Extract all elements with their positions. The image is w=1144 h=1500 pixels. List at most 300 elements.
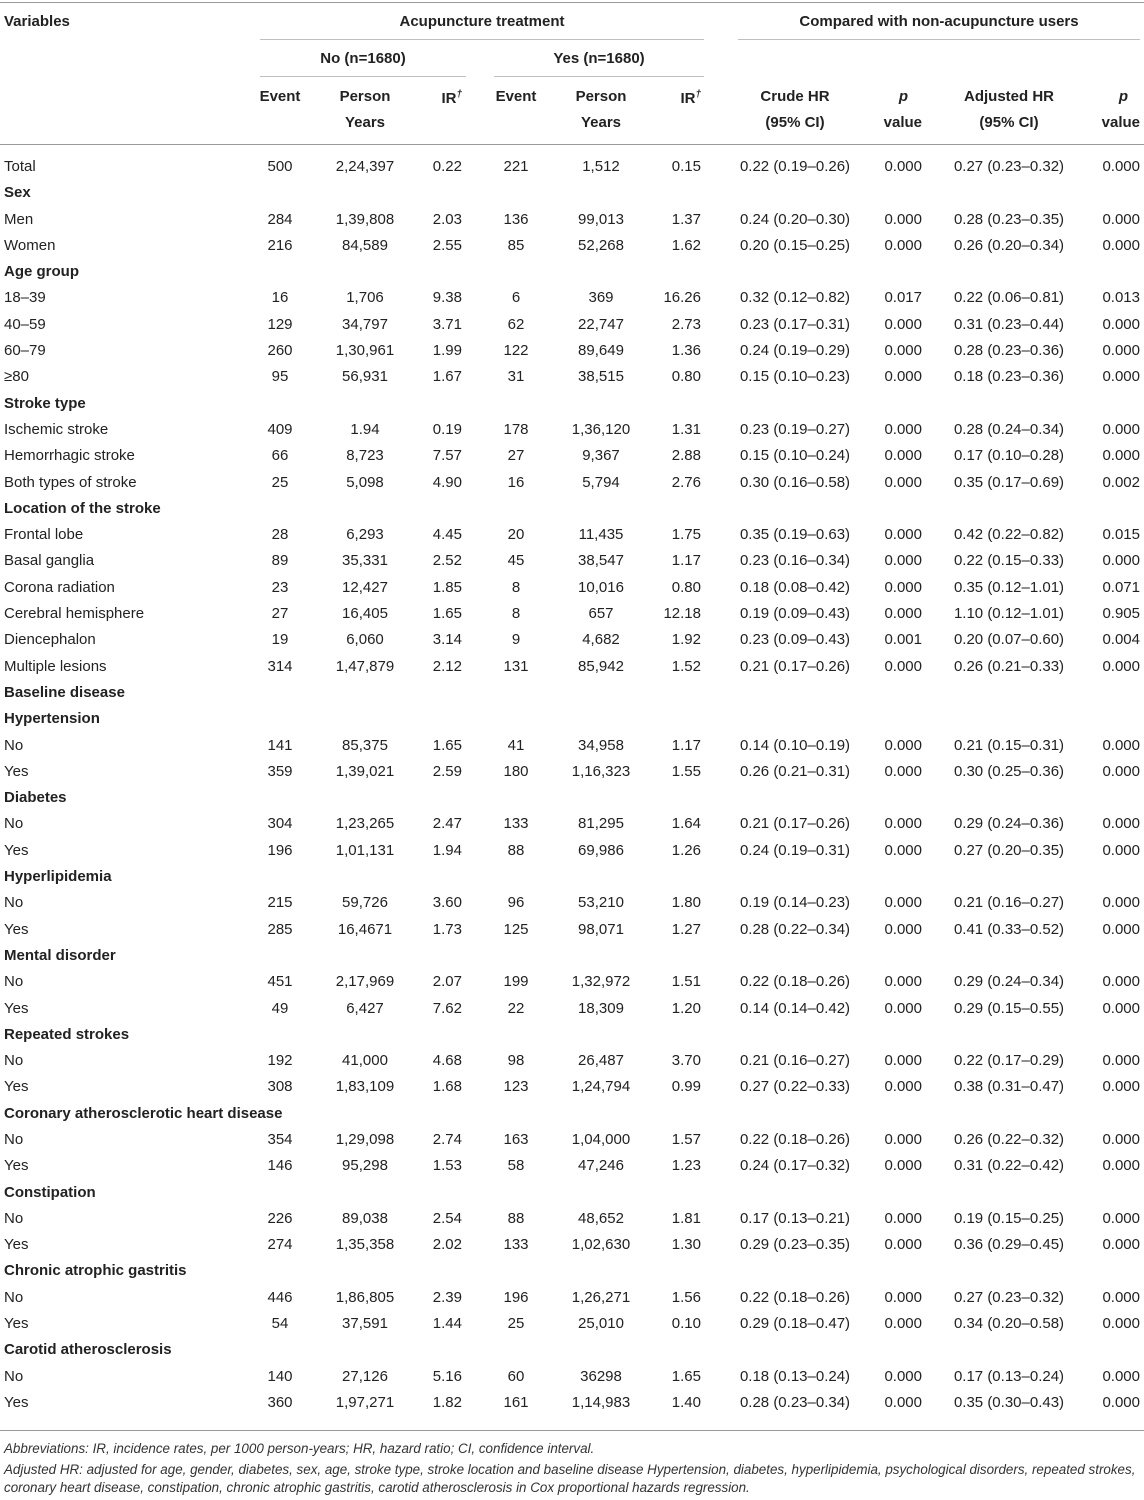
cell-adjusted-p-value: 0.000 xyxy=(1102,894,1140,912)
cell-event-no: 25 xyxy=(271,473,289,491)
cell-person-years-yes: 69,986 xyxy=(578,841,624,859)
cell-person-years-no: 1,01,131 xyxy=(335,841,395,859)
cell-person-years-yes: 38,515 xyxy=(578,368,624,386)
cell-ir-yes: 1.92 xyxy=(671,631,701,649)
header-ir-no: IR† xyxy=(441,89,462,107)
header-bottom-rule xyxy=(0,144,1144,145)
section-header-row xyxy=(0,1258,1144,1284)
header-compared: Compared with non-acupuncture users xyxy=(799,13,1079,30)
header-person-yes: Person xyxy=(575,88,627,105)
cell-event-no: 192 xyxy=(267,1052,293,1070)
cell-event-no: 409 xyxy=(267,420,293,438)
cell-adjusted-hr: 0.18 (0.23–0.36) xyxy=(953,368,1065,386)
cell-ir-no: 7.62 xyxy=(432,999,462,1017)
cell-ir-no: 0.22 xyxy=(432,158,462,175)
header-ir-yes: IR† xyxy=(680,89,701,107)
table-row xyxy=(0,233,1144,259)
cell-crude-p-value: 0.000 xyxy=(884,420,922,438)
cell-person-years-no: 95,298 xyxy=(342,1157,388,1175)
cell-crude-hr: 0.21 (0.16–0.27) xyxy=(739,1052,851,1070)
cell-person-years-yes: 1,26,271 xyxy=(571,1288,631,1306)
cell-adjusted-p-value: 0.000 xyxy=(1102,1236,1140,1254)
cell-person-years-yes: 18,309 xyxy=(578,999,624,1017)
cell-person-years-no: 85,375 xyxy=(342,736,388,754)
header-years-yes: Years xyxy=(580,114,622,131)
table-row xyxy=(0,1153,1144,1179)
cell-adjusted-hr: 0.26 (0.22–0.32) xyxy=(953,1130,1065,1148)
cell-event-no: 354 xyxy=(267,1130,293,1148)
cell-adjusted-hr: 0.22 (0.17–0.29) xyxy=(953,1052,1065,1070)
cell-adjusted-p-value: 0.000 xyxy=(1102,420,1140,438)
cell-crude-p-value: 0.000 xyxy=(884,1130,922,1148)
cell-ir-yes: 1.27 xyxy=(671,920,701,938)
row-label: Yes xyxy=(4,762,29,780)
row-label: No xyxy=(4,973,24,991)
cell-person-years-yes: 1,16,323 xyxy=(571,762,631,780)
cell-ir-yes: 1.23 xyxy=(671,1157,701,1175)
cell-person-years-no: 1,30,961 xyxy=(335,342,395,360)
cell-crude-hr: 0.22 (0.18–0.26) xyxy=(739,1288,851,1306)
cell-event-yes: 8 xyxy=(511,578,521,596)
cell-crude-hr: 0.24 (0.20–0.30) xyxy=(739,210,851,228)
cell-adjusted-p-value: 0.000 xyxy=(1102,158,1140,175)
cell-adjusted-p-value: 0.000 xyxy=(1102,1367,1140,1385)
cell-crude-p-value: 0.000 xyxy=(884,578,922,596)
cell-event-yes: 31 xyxy=(507,368,525,386)
cell-adjusted-hr: 1.10 (0.12–1.01) xyxy=(953,605,1065,623)
row-label: Diencephalon xyxy=(4,631,96,649)
header-rule-no xyxy=(260,76,466,77)
cell-adjusted-p-value: 0.000 xyxy=(1102,1052,1140,1070)
cell-event-yes: 88 xyxy=(507,1209,525,1227)
cell-ir-yes: 1.75 xyxy=(671,526,701,544)
cell-adjusted-p-value: 0.000 xyxy=(1102,1288,1140,1306)
cell-person-years-yes: 657 xyxy=(588,605,614,623)
cell-adjusted-p-value: 0.000 xyxy=(1102,657,1140,675)
cell-person-years-no: 1,39,021 xyxy=(335,762,395,780)
cell-ir-no: 5.16 xyxy=(432,1367,462,1385)
header-rule-compared xyxy=(738,39,1140,40)
cell-ir-no: 2.39 xyxy=(432,1288,462,1306)
cell-crude-hr: 0.23 (0.09–0.43) xyxy=(739,631,851,649)
cell-ir-no: 1.85 xyxy=(432,578,462,596)
row-label: Yes xyxy=(4,1157,29,1175)
row-label: Basal ganglia xyxy=(4,552,95,570)
row-label: Men xyxy=(4,210,34,228)
cell-adjusted-p-value: 0.000 xyxy=(1102,342,1140,360)
table-row xyxy=(0,1074,1144,1100)
section-header-row xyxy=(0,706,1144,732)
table-row xyxy=(0,1232,1144,1258)
row-label: Hemorrhagic stroke xyxy=(4,447,135,465)
cell-adjusted-p-value: 0.000 xyxy=(1102,736,1140,754)
cell-person-years-yes: 47,246 xyxy=(578,1157,624,1175)
cell-adjusted-p-value: 0.000 xyxy=(1102,920,1140,938)
section-label: Age group xyxy=(4,263,79,281)
cell-person-years-no: 6,427 xyxy=(346,999,384,1017)
cell-event-yes: 221 xyxy=(503,158,529,175)
cell-adjusted-hr: 0.21 (0.16–0.27) xyxy=(953,894,1065,912)
table-row xyxy=(0,470,1144,496)
cell-event-yes: 161 xyxy=(503,1393,529,1411)
section-header-row xyxy=(0,680,1144,706)
cell-ir-no: 2.54 xyxy=(432,1209,462,1227)
cell-person-years-yes: 10,016 xyxy=(578,578,624,596)
header-no-group: No (n=1680) xyxy=(320,50,406,67)
cell-person-years-yes: 1,36,120 xyxy=(571,420,631,438)
cell-person-years-yes: 1,04,000 xyxy=(571,1130,631,1148)
cell-event-yes: 85 xyxy=(507,236,525,254)
cell-event-yes: 41 xyxy=(507,736,525,754)
cell-adjusted-p-value: 0.905 xyxy=(1102,605,1140,623)
table-row xyxy=(0,654,1144,680)
cell-adjusted-p-value: 0.015 xyxy=(1102,526,1140,544)
cell-crude-hr: 0.18 (0.13–0.24) xyxy=(739,1367,851,1385)
footnote-adjusted: Adjusted HR: adjusted for age, gender, diabetes, sex, age, stroke type, stroke location and baseline disease Hypertension, diabetes, hyperlipidemia, psychological disorders, repeated strokes, coronary heart disease, constipation, chronic atrophic gastritis, carotid atherosclerosis in Cox proportional hazards regression. xyxy=(4,1462,1136,1495)
cell-adjusted-hr: 0.35 (0.17–0.69) xyxy=(953,473,1065,491)
cell-adjusted-hr: 0.28 (0.24–0.34) xyxy=(953,420,1065,438)
cell-event-no: 304 xyxy=(267,815,293,833)
cell-event-no: 141 xyxy=(267,736,293,754)
cell-ir-no: 3.60 xyxy=(432,894,462,912)
cell-event-no: 196 xyxy=(267,841,293,859)
cell-ir-yes: 1.36 xyxy=(671,342,701,360)
cell-ir-no: 1.68 xyxy=(432,1078,462,1096)
cell-crude-p-value: 0.000 xyxy=(884,973,922,991)
section-header-row xyxy=(0,943,1144,969)
cell-ir-yes: 1.52 xyxy=(671,657,701,675)
cell-event-yes: 16 xyxy=(507,473,525,491)
cell-crude-p-value: 0.000 xyxy=(884,368,922,386)
table-row xyxy=(0,838,1144,864)
cell-adjusted-hr: 0.29 (0.24–0.36) xyxy=(953,815,1065,833)
cell-person-years-no: 1,47,879 xyxy=(335,657,395,675)
cell-crude-hr: 0.29 (0.18–0.47) xyxy=(739,1315,851,1333)
row-label: Yes xyxy=(4,1078,29,1096)
cell-person-years-yes: 9,367 xyxy=(582,447,620,465)
cell-ir-no: 9.38 xyxy=(432,289,462,307)
cell-crude-p-value: 0.000 xyxy=(884,342,922,360)
cell-ir-yes: 3.70 xyxy=(671,1052,701,1070)
cell-adjusted-hr: 0.29 (0.24–0.34) xyxy=(953,973,1065,991)
cell-event-yes: 131 xyxy=(503,657,529,675)
cell-adjusted-hr: 0.26 (0.21–0.33) xyxy=(953,657,1065,675)
cell-crude-hr: 0.14 (0.14–0.42) xyxy=(739,999,851,1017)
cell-crude-p-value: 0.000 xyxy=(884,158,922,175)
cell-ir-no: 3.71 xyxy=(432,315,462,333)
cell-adjusted-p-value: 0.013 xyxy=(1102,289,1140,307)
cell-ir-yes: 0.80 xyxy=(671,368,701,386)
table-row xyxy=(0,207,1144,233)
header-value-crude: value xyxy=(883,114,922,131)
cell-ir-no: 4.45 xyxy=(432,526,462,544)
row-label: Frontal lobe xyxy=(4,526,84,544)
cell-crude-p-value: 0.000 xyxy=(884,736,922,754)
cell-person-years-yes: 369 xyxy=(588,289,614,307)
cell-adjusted-hr: 0.29 (0.15–0.55) xyxy=(953,999,1065,1017)
cell-crude-hr: 0.14 (0.10–0.19) xyxy=(739,736,851,754)
cell-ir-no: 4.90 xyxy=(432,473,462,491)
cell-crude-hr: 0.21 (0.17–0.26) xyxy=(739,657,851,675)
table-row xyxy=(0,1311,1144,1337)
cell-ir-no: 2.52 xyxy=(432,552,462,570)
cell-person-years-yes: 1,02,630 xyxy=(571,1236,631,1254)
cell-ir-yes: 1.26 xyxy=(671,841,701,859)
section-header-row xyxy=(0,1337,1144,1363)
cell-event-no: 129 xyxy=(267,315,293,333)
cell-person-years-no: 16,4671 xyxy=(337,920,393,938)
cell-crude-hr: 0.35 (0.19–0.63) xyxy=(739,526,851,544)
cell-crude-hr: 0.26 (0.21–0.31) xyxy=(739,762,851,780)
cell-ir-yes: 1.37 xyxy=(671,210,701,228)
cell-ir-yes: 0.15 xyxy=(671,158,701,175)
cell-person-years-no: 6,060 xyxy=(346,631,384,649)
cell-adjusted-p-value: 0.000 xyxy=(1102,1209,1140,1227)
cell-crude-p-value: 0.000 xyxy=(884,815,922,833)
cell-crude-hr: 0.28 (0.22–0.34) xyxy=(739,920,851,938)
cell-person-years-yes: 89,649 xyxy=(578,342,624,360)
cell-adjusted-hr: 0.27 (0.23–0.32) xyxy=(953,158,1065,175)
cell-person-years-yes: 98,071 xyxy=(578,920,624,938)
cell-adjusted-p-value: 0.000 xyxy=(1102,999,1140,1017)
cell-person-years-yes: 1,32,972 xyxy=(571,973,631,991)
section-header-row xyxy=(0,259,1144,285)
cell-event-yes: 22 xyxy=(507,999,525,1017)
cell-crude-hr: 0.23 (0.16–0.34) xyxy=(739,552,851,570)
row-label: No xyxy=(4,815,24,833)
row-label: Both types of stroke xyxy=(4,473,137,491)
row-label: No xyxy=(4,1052,24,1070)
cell-adjusted-p-value: 0.000 xyxy=(1102,1157,1140,1175)
cell-adjusted-hr: 0.22 (0.15–0.33) xyxy=(953,552,1065,570)
table-row xyxy=(0,1390,1144,1416)
cell-ir-no: 1.44 xyxy=(432,1315,462,1333)
cell-crude-hr: 0.24 (0.19–0.31) xyxy=(739,841,851,859)
cell-adjusted-hr: 0.42 (0.22–0.82) xyxy=(953,526,1065,544)
cell-adjusted-hr: 0.28 (0.23–0.35) xyxy=(953,210,1065,228)
cell-ir-yes: 0.99 xyxy=(671,1078,701,1096)
cell-event-no: 54 xyxy=(271,1315,289,1333)
cell-person-years-no: 1,97,271 xyxy=(335,1393,395,1411)
cell-ir-no: 1.65 xyxy=(432,736,462,754)
table-body xyxy=(0,154,1144,1416)
section-header-row xyxy=(0,785,1144,811)
table-row xyxy=(0,996,1144,1022)
cell-event-yes: 123 xyxy=(503,1078,529,1096)
cell-event-yes: 8 xyxy=(511,605,521,623)
cell-person-years-no: 1,83,109 xyxy=(335,1078,395,1096)
cell-event-yes: 199 xyxy=(503,973,529,991)
cell-ir-yes: 1.57 xyxy=(671,1130,701,1148)
cell-crude-hr: 0.18 (0.08–0.42) xyxy=(739,578,851,596)
cell-adjusted-hr: 0.17 (0.13–0.24) xyxy=(953,1367,1065,1385)
cell-event-no: 500 xyxy=(267,158,293,175)
cell-crude-p-value: 0.000 xyxy=(884,1157,922,1175)
section-label: Location of the stroke xyxy=(4,499,161,517)
row-label: Yes xyxy=(4,1315,29,1333)
cell-person-years-no: 6,293 xyxy=(346,526,384,544)
cell-event-yes: 6 xyxy=(511,289,521,307)
cell-ir-yes: 1.17 xyxy=(671,736,701,754)
header-event-no: Event xyxy=(259,88,301,105)
cell-adjusted-hr: 0.38 (0.31–0.47) xyxy=(953,1078,1065,1096)
cell-ir-yes: 1.80 xyxy=(671,894,701,912)
cell-ir-no: 2.59 xyxy=(432,762,462,780)
cell-person-years-no: 37,591 xyxy=(342,1315,388,1333)
cell-adjusted-p-value: 0.071 xyxy=(1102,578,1140,596)
cell-adjusted-hr: 0.17 (0.10–0.28) xyxy=(953,447,1065,465)
cell-crude-p-value: 0.000 xyxy=(884,210,922,228)
cell-person-years-no: 1,35,358 xyxy=(335,1236,395,1254)
cell-adjusted-hr: 0.19 (0.15–0.25) xyxy=(953,1209,1065,1227)
cell-event-yes: 60 xyxy=(507,1367,525,1385)
cell-crude-hr: 0.32 (0.12–0.82) xyxy=(739,289,851,307)
cell-event-yes: 163 xyxy=(503,1130,529,1148)
cell-event-yes: 133 xyxy=(503,815,529,833)
cell-person-years-no: 1,29,098 xyxy=(335,1130,395,1148)
cell-event-yes: 98 xyxy=(507,1052,525,1070)
row-label: Yes xyxy=(4,920,29,938)
row-label: No xyxy=(4,1367,24,1385)
row-label: No xyxy=(4,1209,24,1227)
table-row xyxy=(0,364,1144,390)
table-row xyxy=(0,1127,1144,1153)
header-p-crude: p xyxy=(898,88,908,105)
section-label: Constipation xyxy=(4,1183,96,1201)
section-header-row xyxy=(0,180,1144,206)
cell-person-years-no: 2,24,397 xyxy=(335,158,395,175)
section-label: Hypertension xyxy=(4,710,100,728)
cell-person-years-yes: 25,010 xyxy=(578,1315,624,1333)
table-row xyxy=(0,417,1144,443)
cell-crude-p-value: 0.000 xyxy=(884,1078,922,1096)
cell-ir-yes: 1.62 xyxy=(671,236,701,254)
cell-adjusted-hr: 0.21 (0.15–0.31) xyxy=(953,736,1065,754)
cell-crude-hr: 0.30 (0.16–0.58) xyxy=(739,473,851,491)
section-header-row xyxy=(0,1180,1144,1206)
cell-ir-no: 2.47 xyxy=(432,815,462,833)
table-row xyxy=(0,1206,1144,1232)
cell-crude-p-value: 0.000 xyxy=(884,1288,922,1306)
cell-crude-hr: 0.19 (0.09–0.43) xyxy=(739,605,851,623)
cell-adjusted-p-value: 0.000 xyxy=(1102,368,1140,386)
section-label: Carotid atherosclerosis xyxy=(4,1341,172,1359)
cell-event-yes: 96 xyxy=(507,894,525,912)
cell-event-no: 446 xyxy=(267,1288,293,1306)
section-header-row xyxy=(0,391,1144,417)
cell-crude-hr: 0.19 (0.14–0.23) xyxy=(739,894,851,912)
cell-crude-p-value: 0.000 xyxy=(884,657,922,675)
cell-adjusted-hr: 0.27 (0.20–0.35) xyxy=(953,841,1065,859)
cell-event-yes: 133 xyxy=(503,1236,529,1254)
cell-event-no: 49 xyxy=(271,999,289,1017)
table-row xyxy=(0,759,1144,785)
table-row xyxy=(0,601,1144,627)
cell-ir-no: 2.12 xyxy=(432,657,462,675)
table-top-rule xyxy=(0,2,1144,3)
cell-crude-p-value: 0.000 xyxy=(884,605,922,623)
row-label: 40–59 xyxy=(4,315,46,333)
section-header-row xyxy=(0,1022,1144,1048)
cell-crude-p-value: 0.000 xyxy=(884,1209,922,1227)
row-label: Multiple lesions xyxy=(4,657,107,675)
cell-adjusted-p-value: 0.000 xyxy=(1102,1315,1140,1333)
cell-crude-hr: 0.21 (0.17–0.26) xyxy=(739,815,851,833)
cell-person-years-yes: 99,013 xyxy=(578,210,624,228)
cell-crude-p-value: 0.000 xyxy=(884,526,922,544)
cell-person-years-no: 1.94 xyxy=(350,420,380,438)
cell-ir-no: 2.03 xyxy=(432,210,462,228)
row-label: Ischemic stroke xyxy=(4,420,109,438)
table-row xyxy=(0,548,1144,574)
cell-ir-yes: 1.81 xyxy=(671,1209,701,1227)
table-row xyxy=(0,811,1144,837)
cell-adjusted-hr: 0.31 (0.22–0.42) xyxy=(953,1157,1065,1175)
section-label: Chronic atrophic gastritis xyxy=(4,1262,187,1280)
cell-adjusted-p-value: 0.000 xyxy=(1102,1393,1140,1411)
table-row xyxy=(0,917,1144,943)
row-label: No xyxy=(4,1288,24,1306)
section-label: Mental disorder xyxy=(4,946,116,964)
cell-person-years-no: 89,038 xyxy=(342,1209,388,1227)
cell-ir-no: 2.74 xyxy=(432,1130,462,1148)
cell-event-no: 16 xyxy=(271,289,289,307)
cell-crude-p-value: 0.000 xyxy=(884,236,922,254)
cell-event-no: 360 xyxy=(267,1393,293,1411)
cell-ir-no: 3.14 xyxy=(432,631,462,649)
table-row xyxy=(0,443,1144,469)
table-bottom-rule xyxy=(0,1430,1144,1431)
cell-event-no: 314 xyxy=(267,657,293,675)
cell-person-years-yes: 5,794 xyxy=(582,473,620,491)
cell-person-years-yes: 36298 xyxy=(580,1367,622,1385)
cell-ir-yes: 1.40 xyxy=(671,1393,701,1411)
cell-crude-p-value: 0.000 xyxy=(884,1236,922,1254)
cell-ir-yes: 1.17 xyxy=(671,552,701,570)
cell-event-yes: 178 xyxy=(503,420,529,438)
cell-adjusted-hr: 0.34 (0.20–0.58) xyxy=(953,1315,1065,1333)
cell-crude-p-value: 0.000 xyxy=(884,1052,922,1070)
cell-ir-no: 2.07 xyxy=(432,973,462,991)
cell-person-years-yes: 11,435 xyxy=(578,526,624,544)
cell-adjusted-p-value: 0.000 xyxy=(1102,315,1140,333)
cell-ir-yes: 1.65 xyxy=(671,1367,701,1385)
cell-adjusted-p-value: 0.000 xyxy=(1102,447,1140,465)
cell-crude-hr: 0.22 (0.18–0.26) xyxy=(739,1130,851,1148)
row-label: Yes xyxy=(4,1393,29,1411)
cell-adjusted-p-value: 0.000 xyxy=(1102,236,1140,254)
cell-event-no: 19 xyxy=(271,631,289,649)
header-variables: Variables xyxy=(4,13,70,30)
cell-ir-no: 4.68 xyxy=(432,1052,462,1070)
cell-crude-hr: 0.23 (0.19–0.27) xyxy=(739,420,851,438)
cell-ir-yes: 0.80 xyxy=(671,578,701,596)
cell-crude-hr: 0.22 (0.19–0.26) xyxy=(739,158,851,175)
cell-crude-p-value: 0.000 xyxy=(884,841,922,859)
cell-ir-yes: 1.56 xyxy=(671,1288,701,1306)
cell-person-years-no: 2,17,969 xyxy=(335,973,395,991)
cell-person-years-yes: 53,210 xyxy=(578,894,624,912)
cell-ir-no: 2.55 xyxy=(432,236,462,254)
cell-ir-yes: 1.51 xyxy=(671,973,701,991)
cell-event-no: 226 xyxy=(267,1209,293,1227)
header-person-no: Person xyxy=(339,88,391,105)
row-label: 60–79 xyxy=(4,342,46,360)
cell-person-years-no: 34,797 xyxy=(342,315,388,333)
table-row xyxy=(0,312,1144,338)
cell-crude-p-value: 0.000 xyxy=(884,1367,922,1385)
cell-person-years-no: 12,427 xyxy=(342,578,388,596)
